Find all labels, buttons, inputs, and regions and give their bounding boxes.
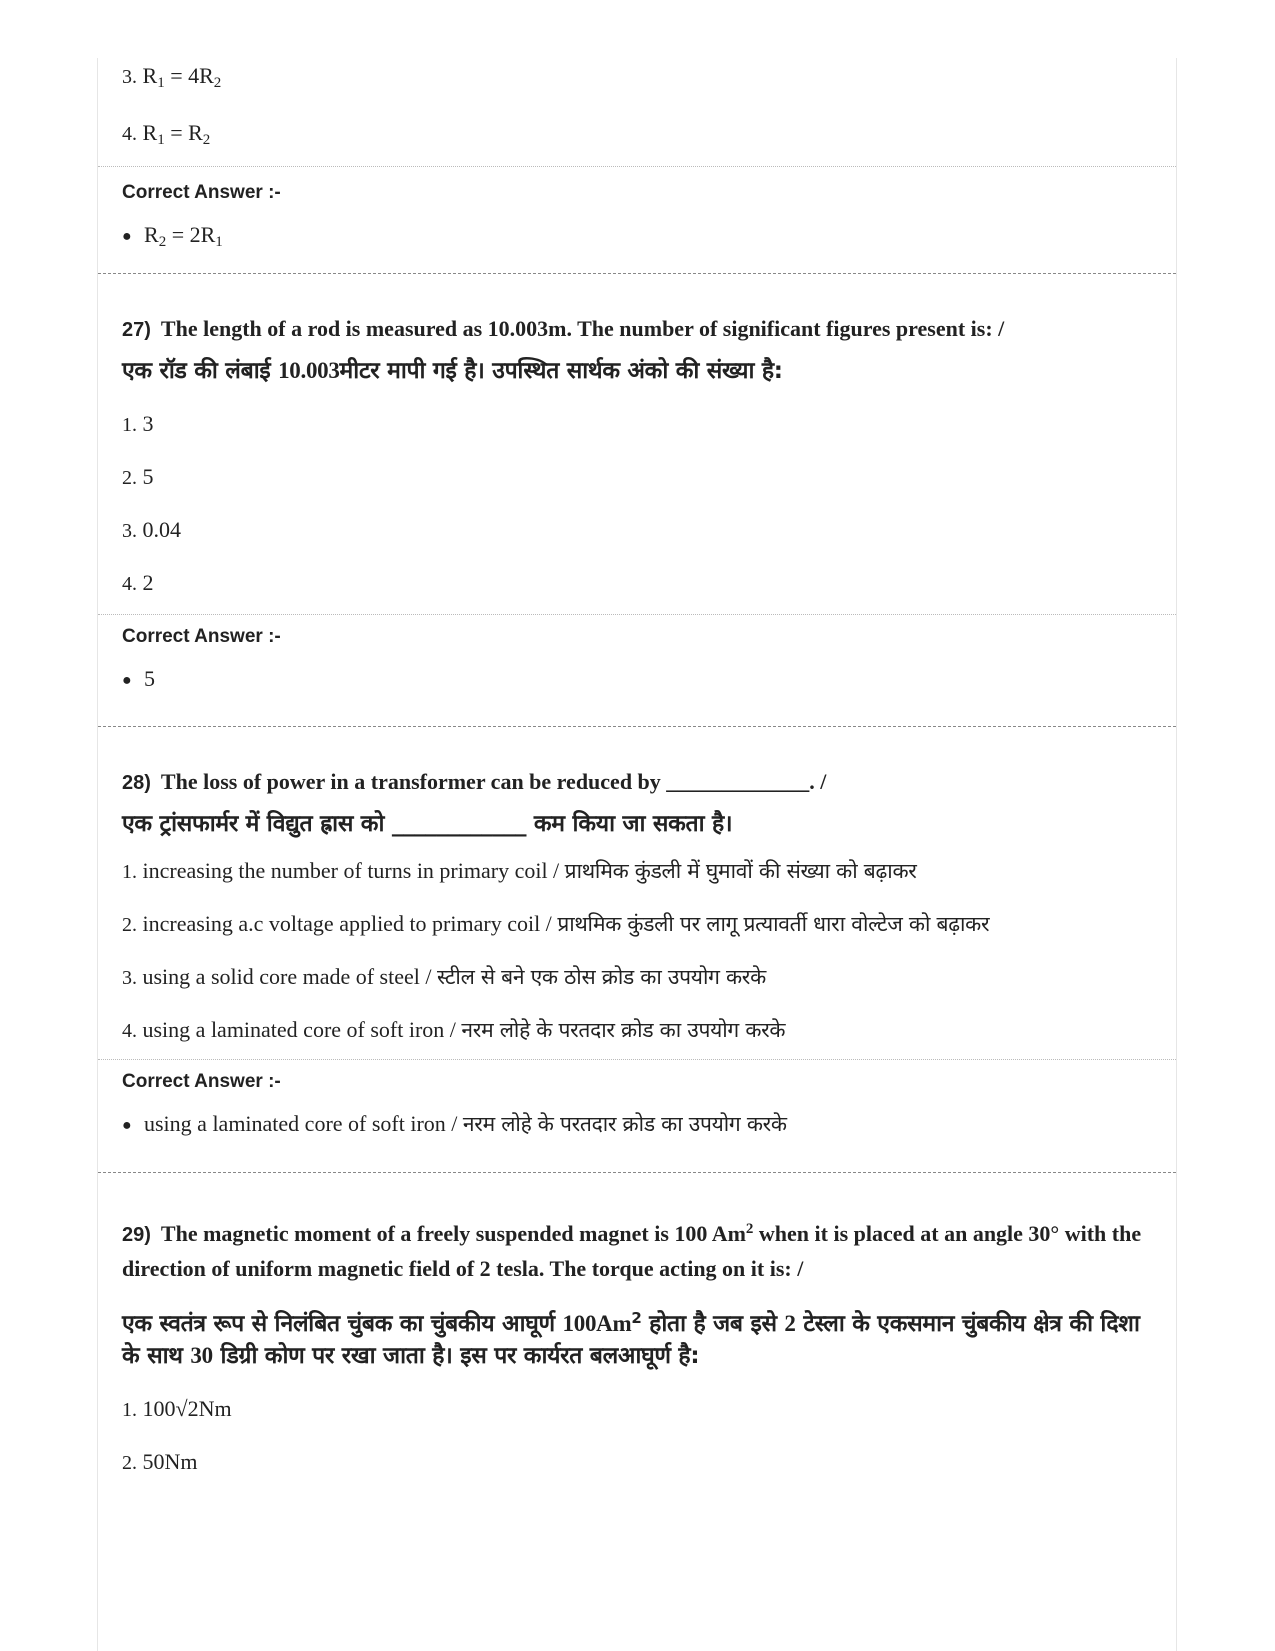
divider <box>98 1059 1176 1060</box>
option-1: 1. increasing the number of turns in primary coil / प्राथमिक कुंडली में घुमावों की संख्या को बढ़ाकर <box>122 858 917 883</box>
option-4: 4. $R_1 = R_2$ <box>122 120 211 148</box>
question-text-hi: एक रॉड की लंबाई 10.003मीटर मापी गई है। उपस्थित सार्थक अंको की संख्या है: <box>122 358 783 384</box>
question-text-en: 29) The magnetic moment of a freely suspended magnet is 100 Am$^2$ when it is placed at an angle 30° with the direction of uniform magnetic field of 2 tesla. The torque acting on it is: / <box>122 1221 1142 1281</box>
correct-answer-label: Correct Answer :- <box>122 626 281 647</box>
correct-answer: ● using a laminated core of soft iron / नरम लोहे के परतदार क्रोड का उपयोग करके <box>98 1102 1176 1172</box>
option-4: 4. 2 <box>122 570 154 595</box>
correct-answer-label: Correct Answer :- <box>122 182 281 203</box>
question-text-hi: एक स्वतंत्र रूप से निलंबित चुंबक का चुंबकीय आघूर्ण 100Am$^2$ होता है जब इसे 2 टेस्ला के एकसमान चुंबकीय क्षेत्र की दिशा के साथ 30 डिग्री कोण पर रखा जाता है। इस पर कार्यरत बलआघूर्ण है: <box>122 1309 1140 1369</box>
option-2: 2. increasing a.c voltage applied to primary coil / प्राथमिक कुंडली पर लागू प्रत्यावर्ती धारा वोल्टेज को बढ़ाकर <box>122 911 990 936</box>
divider <box>98 614 1176 615</box>
correct-answer-label: Correct Answer :- <box>122 1071 281 1092</box>
question-page <box>97 58 1177 1651</box>
bullet-icon: ● <box>122 227 132 245</box>
question-text-en: 27) The length of a rod is measured as 10.003m. The number of significant figures present is: / <box>122 316 1005 341</box>
option-1: 1. 3 <box>122 411 154 436</box>
bullet-icon: ● <box>122 671 132 689</box>
question-28 <box>98 727 1176 1059</box>
question-29 <box>98 1173 1176 1488</box>
question-27 <box>98 274 1176 614</box>
option-2: 2. 50Nm <box>122 1449 198 1474</box>
correct-answer: ● 5 <box>98 657 1176 726</box>
prev-question-options <box>98 58 1176 166</box>
option-3: 3. using a solid core made of steel / स्टील से बने एक ठोस क्रोड का उपयोग करके <box>122 964 766 989</box>
option-1: 1. 100√2Nm <box>122 1396 232 1421</box>
bullet-icon: ● <box>122 1116 132 1134</box>
option-2: 2. 5 <box>122 464 154 489</box>
option-3: 3. $R_1 = 4R_2$ <box>122 63 222 91</box>
question-text-en: 28) The loss of power in a transformer can be reduced by _____________. / <box>122 769 827 794</box>
divider <box>98 166 1176 167</box>
correct-answer: ● $R_2 = 2R_1$ <box>98 213 1176 273</box>
option-4: 4. using a laminated core of soft iron / नरम लोहे के परतदार क्रोड का उपयोग करके <box>122 1017 786 1042</box>
option-3: 3. 0.04 <box>122 517 181 542</box>
question-text-hi: एक ट्रांसफार्मर में विद्युत ह्रास को ____________ कम किया जा सकता है। <box>122 811 733 837</box>
